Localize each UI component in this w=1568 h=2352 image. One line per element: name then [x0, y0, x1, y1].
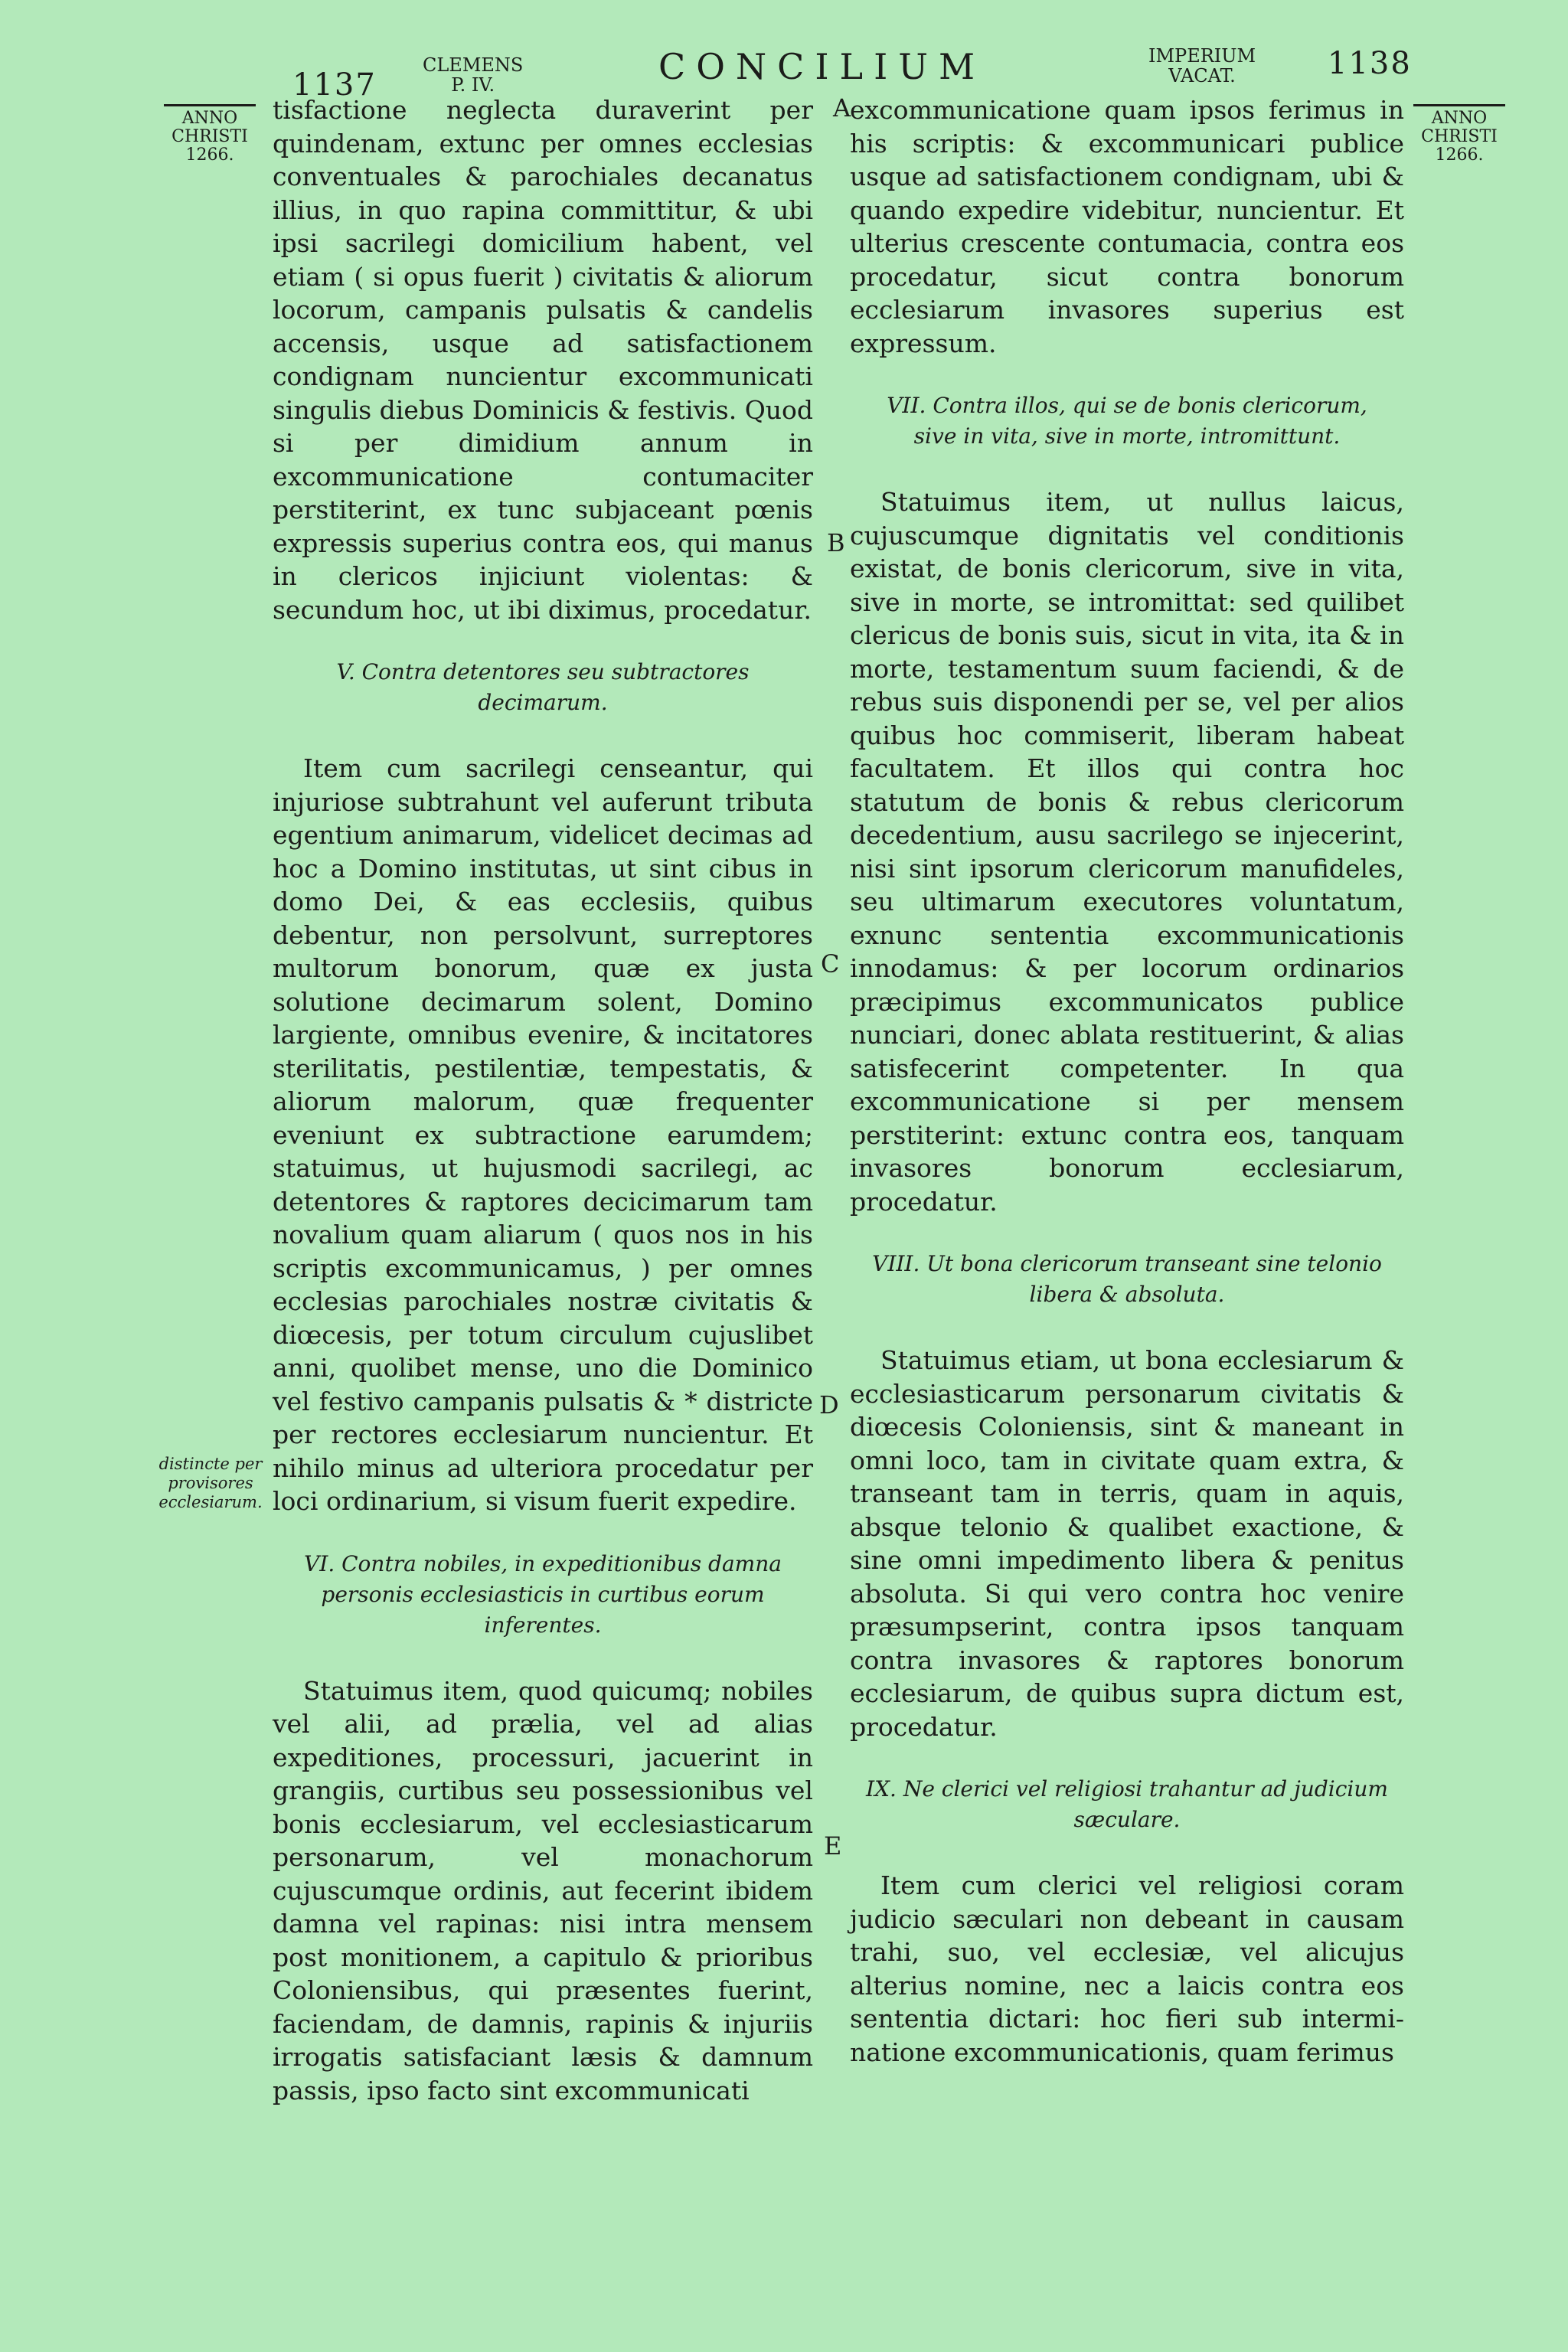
section-marker-a: A: [833, 93, 851, 122]
paragraph-continuation: tisfactione neglecta duraverint per quindenam, extunc per omnes ecclesias conventuales & parochiales decanatus illius, in quo rapina committitur, & ubi ipsi sacrilegi domicilium habent, vel etiam ( si opus fuerit ) civitatis & aliorum locorum, campanis pulsatis & candelis accensis, usque ad satisfactionem condignam nuncientur excommunicati singulis diebus Dominicis & festivis. Quod si per dimidium annum in excommunicatione contumaciter perstiterint, ex tunc subjaceant pœnis expressis superius contra eos, qui manus in clericos injiciunt violentas: & secundum hoc, ut ibi diximus, procedatur.: [273, 95, 813, 625]
empire-line1: IMPERIUM: [1148, 45, 1256, 67]
year-note-year: 1266.: [1435, 145, 1484, 165]
section-marker-c: C: [821, 949, 840, 978]
section-marker-d: D: [819, 1390, 839, 1419]
year-note-anno: ANNO: [1431, 109, 1488, 128]
paragraph-vii: Statuimus item, ut nullus laicus, cujuscumque dignitatis vel conditionis existat, de bonis clericorum, sive in vita, sive in morte, se intromittat: sed quilibet clericus de bonis suis, sicut in vita, ita & in morte, testamentum suum faciendi, & de rebus suis disponendi per se, vel per alios quibus hoc commiserit, liberam habeat facultatem. Et illos qui contra hoc statutum de bonis & rebus clericorum decedentium, ausu sacrilego se injecerint, nisi sint ipsorum clericorum manufideles, seu ultimarum executores voluntatum, exnunc sententia excommunicationis innodamus: & per locorum ordinarios præcipimus excommunicatos publice nunciari, donec ablata restituerint, & alias satisfecerint competenter. In qua excommunicatione si per mensem perstiterint: extunc contra eos, tanquam invasores bonorum ecclesiarum, procedatur.: [850, 487, 1404, 1217]
heading-v: V. Contra detentores seu subtractores decimarum.: [336, 659, 750, 715]
paragraph-v: Item cum sacrilegi censeantur, qui injuriose subtrahunt vel auferunt tributa egentium animarum, videlicet decimas ad hoc a Domino institutas, ut sint cibus in domo Dei, & eas ecclesiis, quibus debentur, non persolvunt, surreptores multorum bonorum, quæ ex justa solutione decimarum solent, Domino largiente, omnibus evenire, & incitatores sterilitatis, pestilentiæ, tempestatis, & aliorum malorum, quæ frequenter eveniunt ex subtractione earumdem; statuimus, ut hujusmodi sacrilegi, ac detentores & raptores decicimarum tam novalium quam aliarum ( quos nos in his scriptis excommunicamus, ) per omnes ecclesias parochiales nostræ civitatis & diœcesis, per totum circulum cujuslibet anni, quolibet mense, uno die Dominico vel festivo campanis pulsatis & * districte per rectores ecclesiarum nuncientur. Et nihilo minus ad ulteriora procedatur per loci ordinarium, si visum fuerit expedire.: [273, 753, 813, 1516]
year-note-year: 1266.: [185, 145, 234, 165]
running-head-empire: [1148, 46, 1256, 86]
year-rule: [1413, 104, 1505, 106]
section-marker-e: E: [824, 1831, 842, 1860]
year-note-anno: ANNO: [181, 109, 238, 128]
year-rule: [164, 104, 256, 106]
year-note-left: [164, 104, 256, 165]
running-title: CONCILIUM: [658, 46, 986, 87]
left-column: [273, 93, 813, 2107]
pontiff-name: CLEMENS: [423, 54, 524, 76]
pontiff-number: P. IV.: [451, 74, 495, 96]
page-number-right: 1138: [1328, 46, 1412, 81]
heading-viii: VIII. Ut bona clericorum transeant sine telonio libera & absoluta.: [872, 1251, 1382, 1307]
paragraph-vi: Statuimus item, quod quicumq; nobiles vel alii, ad prælia, vel ad alias expeditiones, processuri, jacuerint in grangiis, curtibus seu possessionibus vel bonis ecclesiarum, vel ecclesiasticarum personarum, vel monachorum cujuscumque ordinis, aut fecerint ibidem damna vel rapinas: nisi intra mensem post monitionem, a capitulo & prioribus Coloniensibus, qui præsentes fuerint, faciendam, de damnis, rapinis & injuriis irrogatis satisfaciant læsis & damnum passis, ipso facto sint excommunicati: [273, 1675, 813, 2105]
page-number-left: 1137: [292, 67, 377, 103]
section-marker-b: B: [827, 528, 845, 557]
paragraph-viii: Statuimus etiam, ut bona ecclesiarum & ecclesiasticarum personarum civitatis & diœcesis Coloniensis, sint & maneant in omni loco, tam in civitate quam extra, & transeant tam in terris, quam in aquis, absque telonio & qualibet exactione, & sine omni impedimento libera & penitus absoluta. Si qui vero contra hoc venire præsumpserint, contra ipsos tanquam contra invasores & raptores bonorum ecclesiarum, de quibus supra dictum est, procedatur.: [850, 1345, 1404, 1742]
right-column: [850, 93, 1404, 2069]
running-head-pontiff: [423, 55, 523, 95]
paragraph-ix: Item cum clerici vel religiosi coram judicio sæculari non debeant in causam trahi, suo, vel ecclesiæ, vel alicujus alterius nomine, nec a laicis contra eos sententia dictari: hoc fieri sub interminatione excommunicationis, quam ferimus: [850, 1870, 1404, 2067]
marginal-note: distincte per provisores ecclesiarum.: [158, 1455, 263, 1511]
paragraph-continuation-right: excommunicatione quam ipsos ferimus in his scriptis: & excommunicari publice usque ad satisfactionem condignam, ubi & quando expedire videbitur, nuncientur. Et ulterius crescente contumacia, contra eos procedatur, sicut contra bonorum ecclesiarum invasores superius est expressum.: [850, 95, 1404, 358]
heading-vi: VI. Contra nobiles, in expeditionibus damna personis ecclesiasticis in curtibus eorum inferentes.: [304, 1550, 782, 1638]
year-note-christi: CHRISTI: [172, 127, 248, 146]
year-note-christi: CHRISTI: [1421, 127, 1498, 146]
empire-line2: VACAT.: [1168, 65, 1236, 87]
heading-vii: VII. Contra illos, qui se de bonis clericorum, sive in vita, sive in morte, intromittunt.: [887, 393, 1367, 449]
heading-ix: IX. Ne clerici vel religiosi trahantur ad judicium sæculare.: [866, 1776, 1388, 1832]
year-note-right: [1413, 104, 1505, 165]
